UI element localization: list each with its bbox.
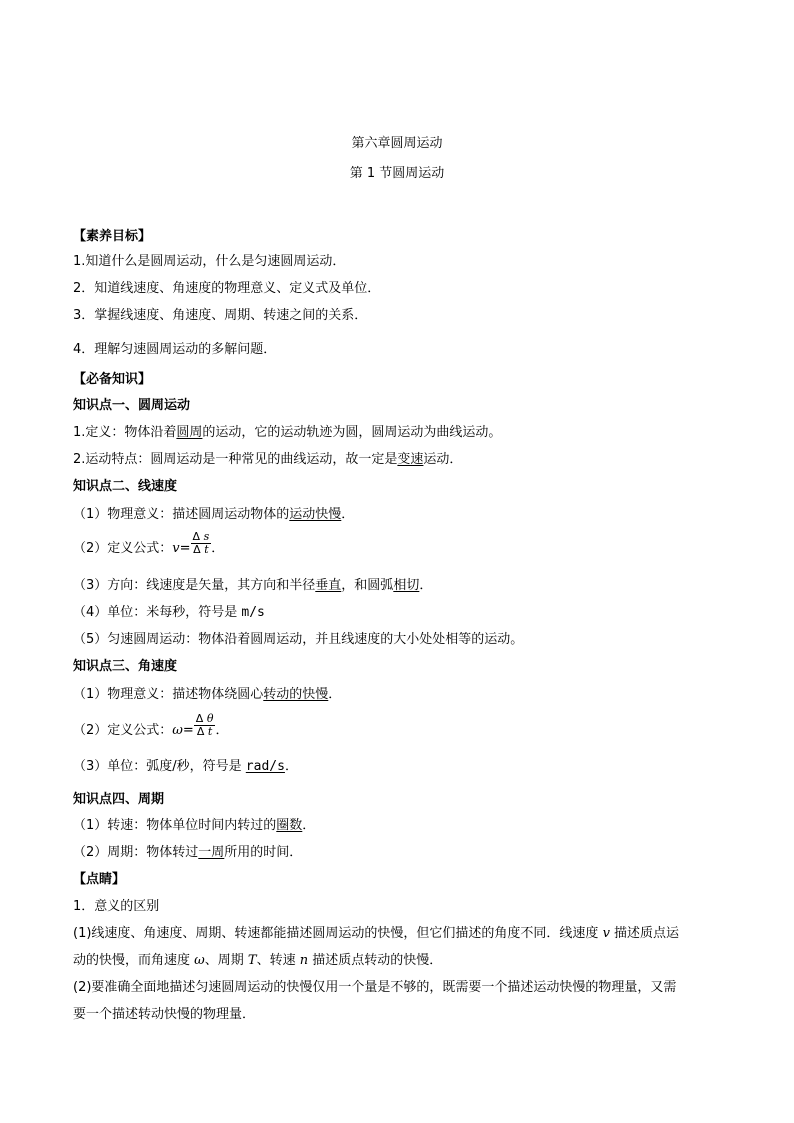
point2-line3: （3）方向：线速度是矢量，其方向和半径垂直，和圆弧相切． (73, 578, 433, 593)
chapter-title: 第六章圆周运动 (351, 136, 443, 151)
point3-title: 知识点三、角速度 (73, 659, 178, 674)
point4-line2: （2）周期：物体转过一周所用的时间． (73, 845, 303, 860)
tips-subheading: 1．意义的区别 (73, 899, 160, 914)
point2-line4: （4）单位：米每秒，符号是 m/s (73, 605, 265, 620)
point2-line2: （2）定义公式：v= $\frac{\text{Δ s}}{\text{Δ t}}$ ． (73, 530, 225, 556)
goal-item-3: 3．掌握线速度、角速度、周期、转速之间的关系． (73, 308, 368, 323)
point1-line1: 1.定义：物体沿着圆周的运动，它的运动轨迹为圆，圆周运动为曲线运动。 (73, 425, 502, 440)
tips-para1-line2: 动的快慢，而角速度 ω、周期 T、转速 n 描述质点转动的快慢． (73, 953, 443, 968)
point3-line3: （3）单位：弧度/秒，符号是 rad/s． (73, 759, 298, 774)
goal-item-4: 4．理解匀速圆周运动的多解问题． (73, 342, 277, 357)
section-title: 第 1 节圆周运动 (349, 166, 445, 181)
point1-line2: 2.运动特点：圆周运动是一种常见的曲线运动，故一定是变速运动． (73, 452, 463, 467)
tips-heading: 【点睛】 (73, 872, 126, 887)
point3-line2: （2）定义公式：ω= $\frac{\text{Δ θ}}{\text{Δ t}}$ ． (73, 712, 229, 738)
point1-title: 知识点一、圆周运动 (73, 398, 191, 413)
point3-line1: （1）物理意义：描述物体绕圆心转动的快慢． (73, 687, 342, 702)
point2-line5: （5）匀速圆周运动：物体沿着圆周运动，并且线速度的大小处处相等的运动。 (73, 632, 524, 647)
tips-para1-line1: (1)线速度、角速度、周期、转速都能描述圆周运动的快慢，但它们描述的角度不同．线速度 v 描述质点运 (73, 926, 680, 941)
angular-velocity-fraction: $\frac{\text{Δ θ}}{\text{Δ t}}$ (195, 712, 214, 738)
goal-item-2: 2．知道线速度、角速度的物理意义、定义式及单位． (73, 281, 381, 296)
goals-heading: 【素养目标】 (73, 229, 152, 244)
tips-para2-line1: (2)要准确全面地描述匀速圆周运动的快慢仅用一个量是不够的，既需要一个描述运动快慢的物理量，又需 (73, 980, 677, 995)
point2-line1: （1）物理意义：描述圆周运动物体的运动快慢． (73, 507, 355, 522)
goal-item-1: 1.知道什么是圆周运动，什么是匀速圆周运动． (73, 254, 346, 269)
point4-line1: （1）转速：物体单位时间内转过的圈数． (73, 818, 316, 833)
velocity-fraction: $\frac{\text{Δ s}}{\text{Δ t}}$ (192, 530, 210, 556)
point2-title: 知识点二、线速度 (73, 479, 178, 494)
knowledge-heading: 【必备知识】 (73, 372, 152, 387)
tips-para2-line2: 要一个描述转动快慢的物理量． (73, 1007, 256, 1022)
point4-title: 知识点四、周期 (73, 792, 165, 807)
